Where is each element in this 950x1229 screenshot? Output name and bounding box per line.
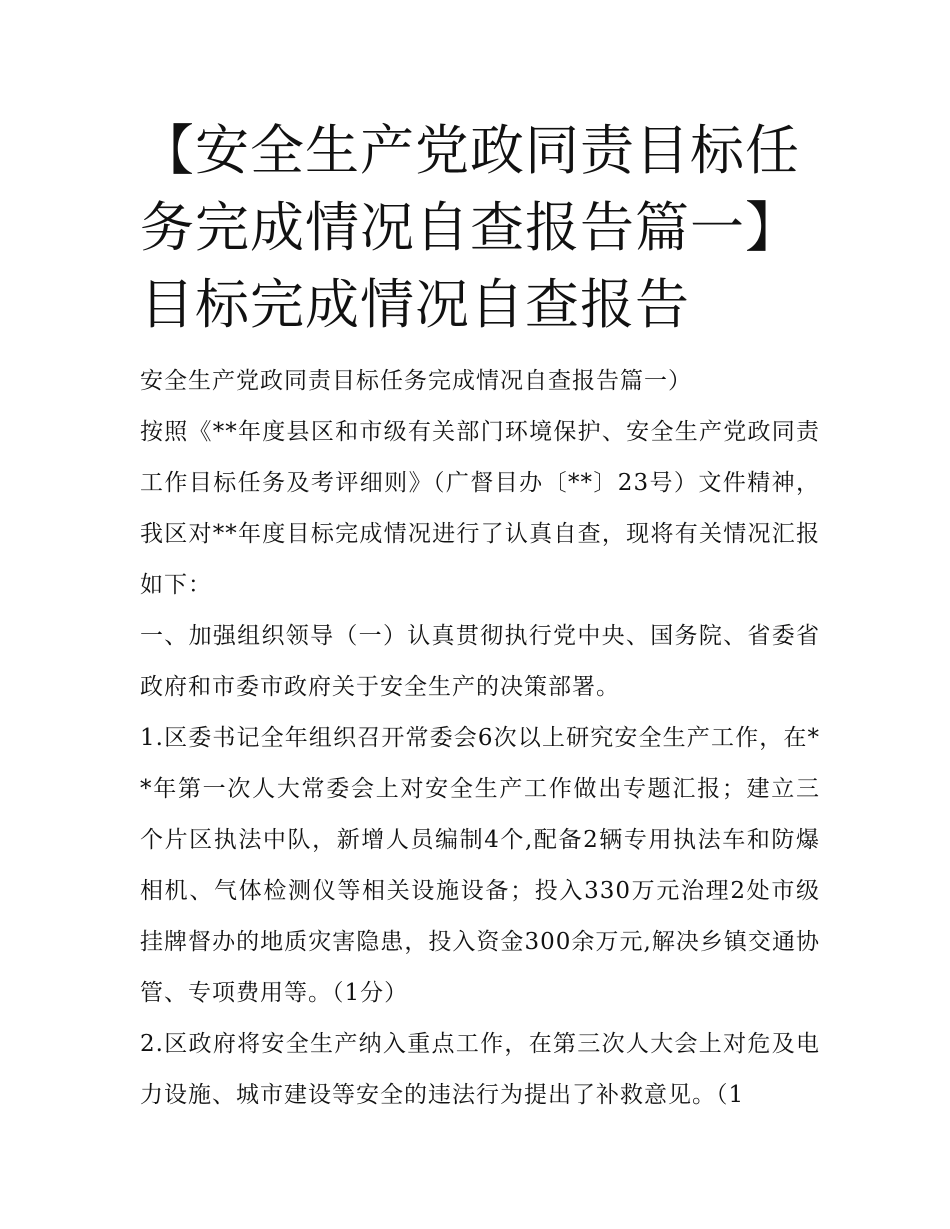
subtitle-paragraph: 安全生产党政同责目标任务完成情况自查报告篇一） [140, 368, 692, 394]
item-2-paragraph: 2.区政府将安全生产纳入重点工作，在第三次人大会上对危及电力设施、城市建设等安全的违法行为提出了补救意见。（1 [140, 1031, 820, 1108]
item-1-paragraph: 1.区委书记全年组织召开常委会6次以上研究安全生产工作，在**年第一次人大常委会上对安全生产工作做出专题汇报；建立三个片区执法中队，新增人员编制4个,配备2辆专用执法车和防爆相机、气体检测仪等相关设施设备；投入330万元治理2处市级挂牌督办的地质灾害隐患，投入资金300余万元,解决乡镇交通协管、专项费用等。（1分） [140, 725, 820, 1006]
section-heading-paragraph: 一、加强组织领导（一）认真贯彻执行党中央、国务院、省委省政府和市委市政府关于安全生产的决策部署。 [140, 623, 820, 700]
document-body [140, 356, 820, 1121]
intro-paragraph: 按照《**年度县区和市级有关部门环境保护、安全生产党政同责工作目标任务及考评细则》（广督目办〔**〕23号）文件精神，我区对**年度目标完成情况进行了认真自查，现将有关情况汇报如下： [140, 419, 820, 598]
document-title: 【安全生产党政同责目标任务完成情况自查报告篇一】目标完成情况自查报告 [140, 119, 800, 336]
